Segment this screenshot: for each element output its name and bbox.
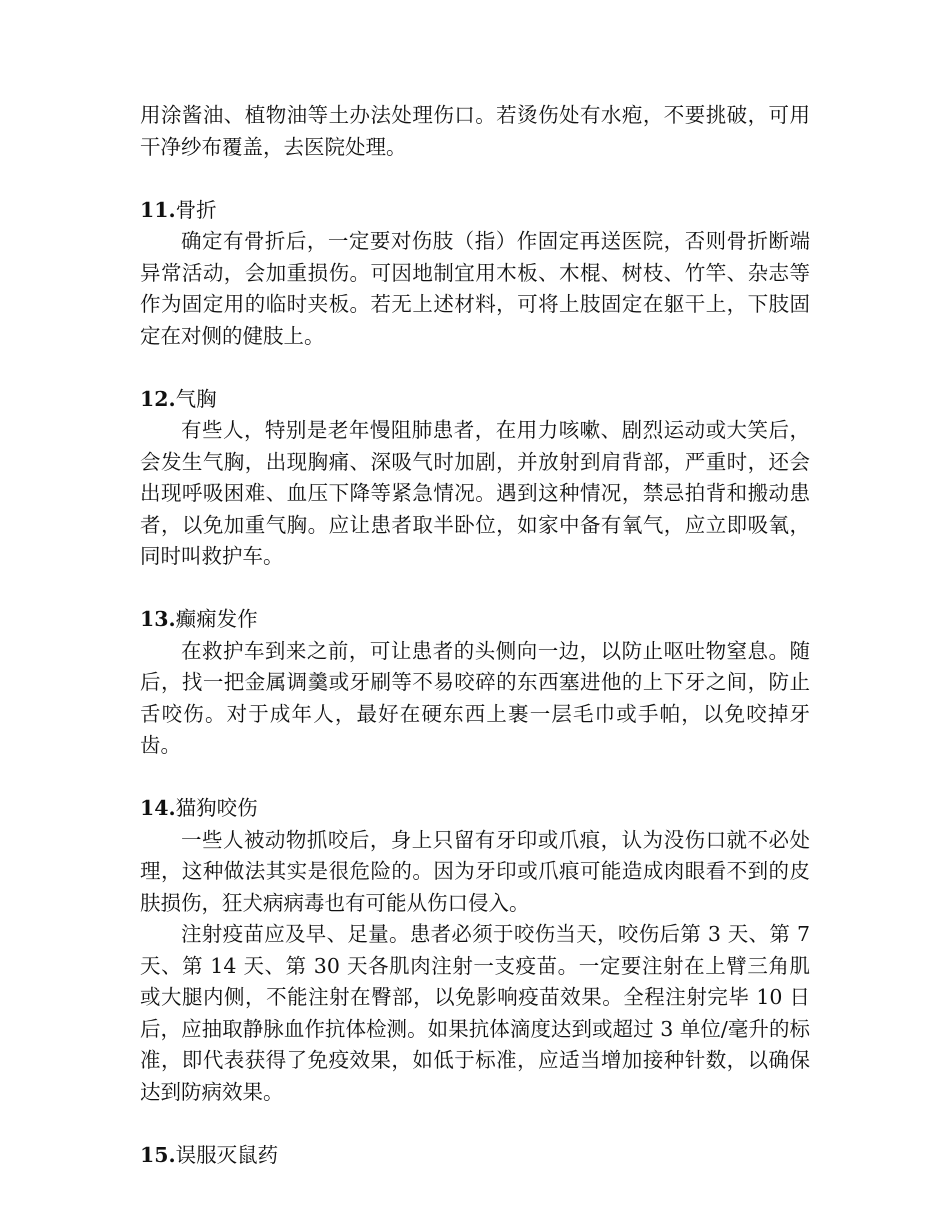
paragraph: 一些人被动物抓咬后，身上只留有牙印或爪痕，认为没伤口就不必处理，这种做法其实是很危险的。因为牙印或爪痕可能造成肉眼看不到的皮肤损伤，狂犬病病毒也有可能从伤口侵入。 bbox=[140, 827, 810, 915]
section-fracture bbox=[140, 195, 810, 353]
paragraph: 在救护车到来之前，可让患者的头侧向一边，以防止呕吐物窒息。随后，找一把金属调羹或牙刷等不易咬碎的东西塞进他的上下牙之间，防止舌咬伤。对于成年人，最好在硬东西上裹一层毛巾或手帕，以免咬掉牙齿。 bbox=[140, 638, 810, 757]
section-heading bbox=[140, 793, 810, 825]
section-rat-poison bbox=[140, 1140, 810, 1172]
document-page bbox=[140, 100, 810, 1171]
section-number: 12. bbox=[140, 386, 176, 411]
section-number: 14. bbox=[140, 796, 176, 820]
paragraph: 注射疫苗应及早、足量。患者必须于咬伤当天，咬伤后第 3 天、第 7 天、第 14 天、第 30 天各肌肉注射一支疫苗。一定要注射在上臂三角肌或大腿内侧，不能注射在臀部，以免影响疫苗效果。全程注射完毕 10 日后，应抽取静脉血作抗体检测。如果抗体滴度达到或超过 3 单位/毫升的标准，即代表获得了免疫效果，如低于标准，应适当增加接种针数，以确保达到防病效果。 bbox=[140, 922, 810, 1104]
paragraph: 确定有骨折后，一定要对伤肢（指）作固定再送医院，否则骨折断端异常活动，会加重损伤。可因地制宜用木板、木棍、树枝、竹竿、杂志等作为固定用的临时夹板。若无上述材料，可将上肢固定在躯干上，下肢固定在对侧的健肢上。 bbox=[140, 229, 810, 348]
section-title: 误服灭鼠药 bbox=[175, 1142, 279, 1167]
section-title: 气胸 bbox=[175, 386, 217, 411]
section-heading bbox=[140, 1140, 810, 1172]
section-title: 癫痫发作 bbox=[175, 607, 258, 631]
section-title: 骨折 bbox=[175, 197, 217, 222]
section-number: 11. bbox=[140, 197, 176, 222]
section-epilepsy bbox=[140, 604, 810, 762]
intro-paragraph: 用涂酱油、植物油等土办法处理伤口。若烫伤处有水疱，不要挑破，可用干净纱布覆盖，去医院处理。 bbox=[140, 103, 810, 159]
section-heading bbox=[140, 384, 810, 416]
section-animal-bite bbox=[140, 793, 810, 1108]
section-pneumothorax bbox=[140, 384, 810, 573]
section-title: 猫狗咬伤 bbox=[175, 796, 258, 820]
section-number: 15. bbox=[140, 1142, 176, 1167]
section-heading bbox=[140, 195, 810, 227]
section-number: 13. bbox=[140, 607, 176, 631]
section-heading bbox=[140, 604, 810, 636]
paragraph: 有些人，特别是老年慢阻肺患者，在用力咳嗽、剧烈运动或大笑后，会发生气胸，出现胸痛、深吸气时加剧，并放射到肩背部，严重时，还会出现呼吸困难、血压下降等紧急情况。遇到这种情况，禁忌拍背和搬动患者，以免加重气胸。应让患者取半卧位，如家中备有氧气，应立即吸氧，同时叫救护车。 bbox=[140, 418, 810, 568]
